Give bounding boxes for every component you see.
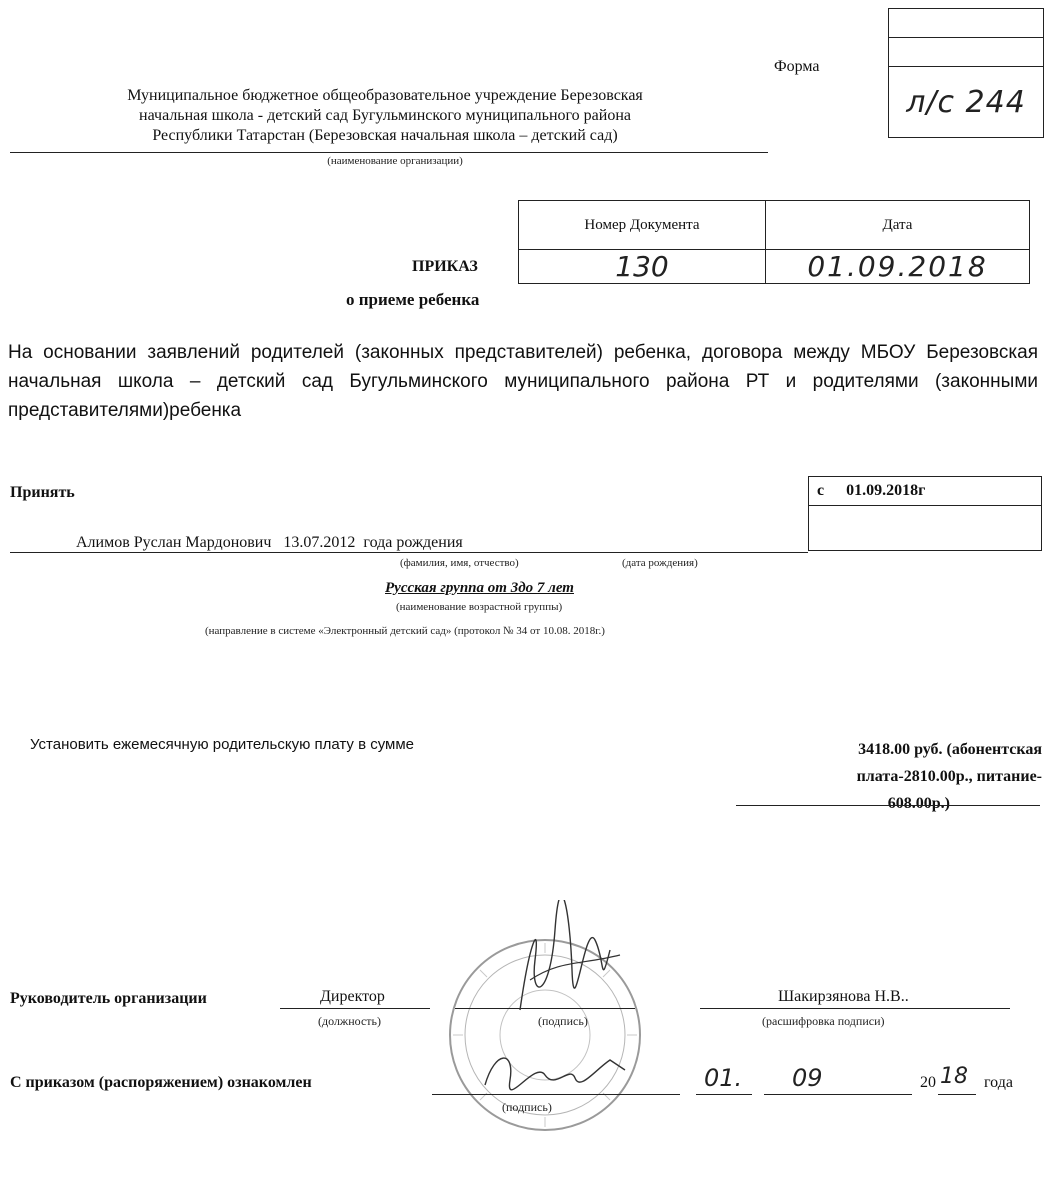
child-name-caption: (фамилия, имя, отчество) (400, 557, 519, 569)
head-position: Директор (320, 988, 385, 1005)
acquaint-year-prefix: 20 (920, 1074, 936, 1091)
organization-caption: (наименование организации) (327, 155, 463, 167)
acquaint-day-underline (696, 1094, 752, 1095)
order-title: ПРИКАЗ (412, 258, 478, 275)
head-name: Шакирзянова Н.В.. (778, 988, 909, 1005)
organization-line-2: начальная школа - детский сад Бугульминского муниципального района (139, 107, 631, 124)
head-signature-caption: (подпись) (538, 1014, 588, 1028)
head-position-underline (280, 1008, 430, 1009)
admission-from-date: 01.09.2018г (846, 482, 926, 499)
acquaint-year-suffix: 18 (940, 1064, 968, 1089)
document-date-header: Дата (766, 201, 1030, 250)
direction-caption: (направление в системе «Электронный детский сад» (протокол № 34 от 10.08. 2018г.) (205, 625, 605, 637)
acquaint-month: 09 (792, 1064, 823, 1092)
head-position-caption: (должность) (318, 1014, 381, 1028)
form-label: Форма (774, 58, 820, 75)
document-number-value: 130 (519, 250, 766, 284)
admission-date-table (808, 476, 1042, 551)
form-code-handwritten: л/с 244 (906, 84, 1026, 120)
acquaint-signature-caption: (подпись) (502, 1100, 552, 1114)
organization-underline (10, 152, 768, 153)
child-underline (10, 552, 808, 553)
fee-amount-line-3: 608.00р.) (887, 795, 950, 812)
acquaint-year-underline (938, 1094, 976, 1095)
document-date-value: 01.09.2018 (766, 250, 1030, 284)
age-group: Русская группа от 3до 7 лет (385, 580, 574, 596)
order-subtitle: о приеме ребенка (346, 290, 480, 309)
head-name-underline (700, 1008, 1010, 1009)
head-name-caption: (расшифровка подписи) (762, 1014, 885, 1028)
organization-line-3: Республики Татарстан (Березовская начальная школа – детский сад) (152, 127, 618, 144)
fee-label: Установить ежемесячную родительскую плату в сумме (30, 736, 415, 753)
form-code-table (888, 8, 1044, 138)
acquaint-day: 01. (704, 1064, 743, 1092)
organization-name (10, 86, 760, 146)
head-label: Руководитель организации (10, 990, 207, 1007)
acquaint-label: С приказом (распоряжением) ознакомлен (10, 1074, 312, 1091)
admission-from-prefix: с (817, 482, 825, 499)
acquaint-year-word: года (984, 1074, 1013, 1091)
fee-underline (736, 805, 1040, 806)
child-birth-caption: (дата рождения) (622, 557, 698, 569)
admit-label: Принять (10, 484, 75, 501)
head-signature (500, 900, 630, 1020)
acquaint-signature (475, 1040, 635, 1100)
basis-paragraph: На основании заявлений родителей (законных представителей) ребенка, договора между МБОУ Березовская начальная школа – детский сад Бугульминского муниципального района РТ и родителями (законными представителями)ребенка (8, 342, 1038, 421)
fee-amount-line-2: плата-2810.00р., питание- (856, 768, 1042, 785)
document-table (518, 200, 1030, 284)
fee-amount-line-1: 3418.00 руб. (абонентская (858, 741, 1042, 758)
child-line: Алимов Руслан Мардонович 13.07.2012 года рождения (76, 534, 463, 551)
organization-line-1: Муниципальное бюджетное общеобразовательное учреждение Березовская (127, 87, 643, 104)
age-group-caption: (наименование возрастной группы) (396, 601, 563, 613)
document-number-header: Номер Документа (519, 201, 766, 250)
acquaint-month-underline (764, 1094, 912, 1095)
